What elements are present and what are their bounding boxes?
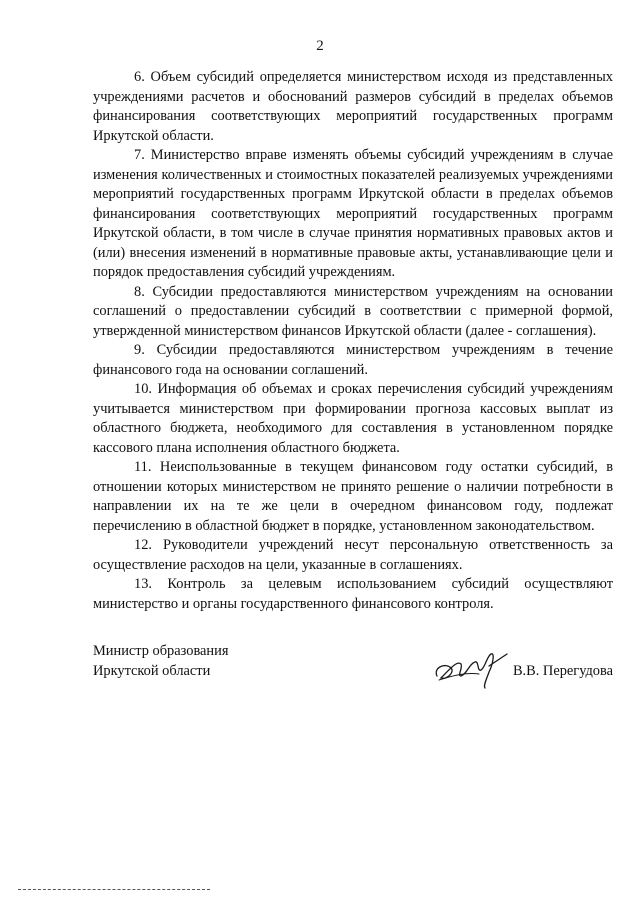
signer-position-line-1: Министр образования xyxy=(93,643,229,659)
signer-position xyxy=(93,642,228,681)
document-body xyxy=(93,68,613,614)
paragraph-7: 7. Министерство вправе изменять объемы субсидий учреждениям в случае изменения количественных и стоимостных показателей реализуемых учреждениями мероприятий государственных программ Иркутской области в пределах объемов финансирования соответствующих мероприятий государственных программ Иркутской области, в том числе в случае принятия нормативных правовых актов и (или) внесения изменений в нормативные правовые акты, устанавливающие цели и порядок предоставления субсидий учреждениям. xyxy=(93,147,613,280)
handwritten-signature xyxy=(431,646,513,690)
paragraph-10: 10. Информация об объемах и сроках перечисления субсидий учреждениям учитывается министерством при формировании прогноза кассовых выплат из областного бюджета, необходимого для составления в установленном порядке кассового плана исполнения областного бюджета. xyxy=(93,381,613,456)
paragraph-6: 6. Объем субсидий определяется министерством исходя из представленных учреждениями расчетов и обоснований размеров субсидий в пределах объемов финансирования соответствующих мероприятий государственных программ Иркутской области. xyxy=(93,69,613,144)
paragraph-13: 13. Контроль за целевым использованием субсидий осуществляют министерство и органы государственного финансового контроля. xyxy=(93,576,613,612)
paragraph-12: 12. Руководители учреждений несут персональную ответственность за осуществление расходов на цели, указанные в соглашениях. xyxy=(93,537,613,573)
signer-name: В.В. Перегудова xyxy=(512,663,613,679)
paragraph-11: 11. Неиспользованные в текущем финансовом году остатки субсидий, в отношении которых министерством не принято решение о наличии потребности в направлении их на те же цели в очередном финансовом году, подлежат перечислению в областной бюджет в порядке, установленном законодательством. xyxy=(93,459,613,534)
paragraph-8: 8. Субсидии предоставляются министерством учреждениям на основании соглашений о предоставлении субсидий в соответствии с примерной формой, утвержденной министерством финансов Иркутской области (далее - соглашения). xyxy=(93,283,613,339)
page-number: 2 xyxy=(316,38,324,54)
signature-block xyxy=(93,642,613,688)
paragraph-9: 9. Субсидии предоставляются министерством учреждениям в течение финансового года на основании соглашений. xyxy=(93,342,613,378)
footer-divider xyxy=(18,889,210,890)
signer-position-line-2: Иркутской области xyxy=(93,662,211,679)
